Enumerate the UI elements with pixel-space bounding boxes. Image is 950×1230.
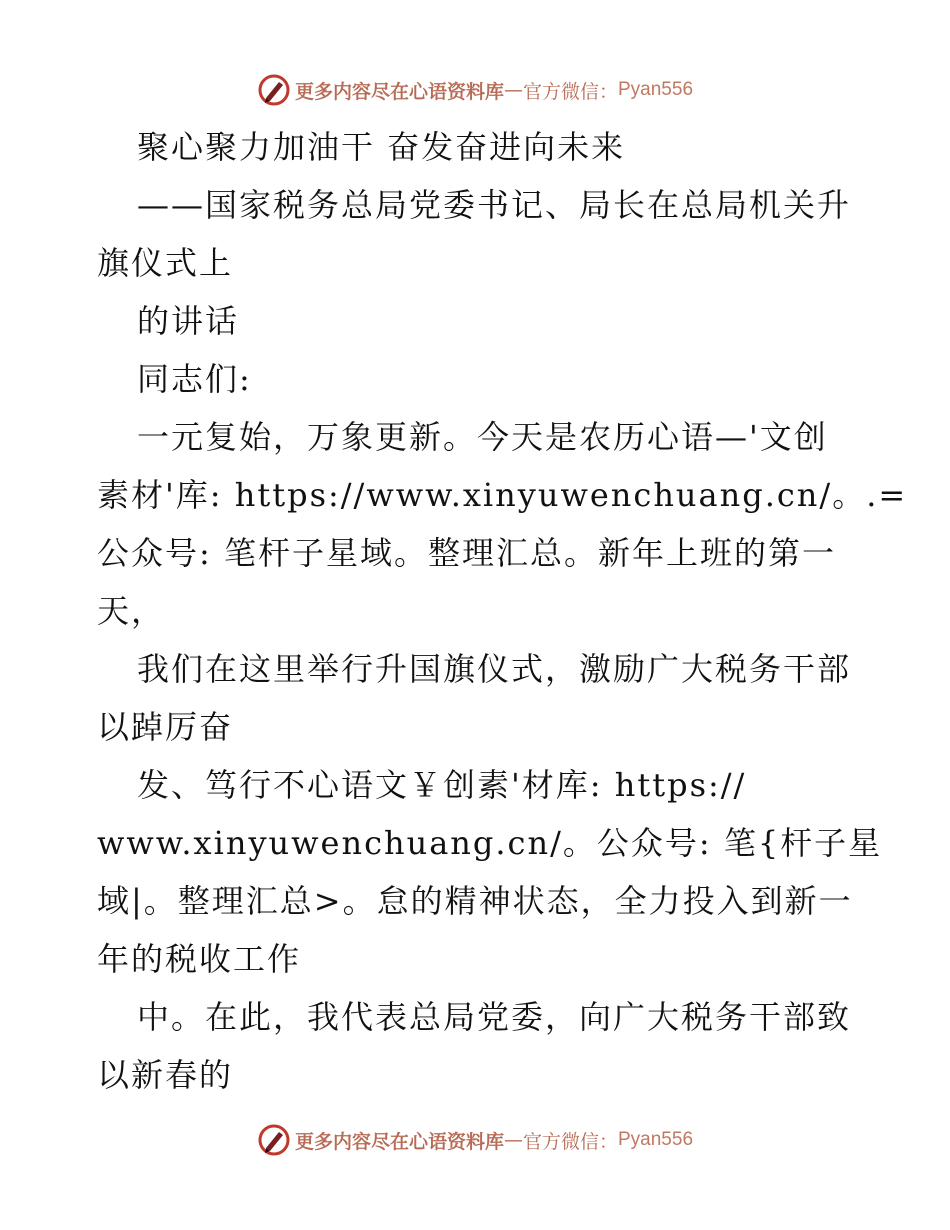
doc-paragraph-line: 以踔厉奋	[97, 708, 234, 746]
pen-logo-icon	[257, 1123, 291, 1157]
doc-paragraph-line: 一元复始，万象更新。今天是农历心语—'文创	[137, 418, 828, 456]
doc-paragraph-line: 素材'库: https://www.xinyuwenchuang.cn/。.=	[97, 476, 908, 514]
doc-subtitle-line: 的讲话	[137, 302, 240, 340]
watermark-wechat-id: Pyan556	[618, 1129, 694, 1150]
watermark-text: 更多内容尽在心语资料库	[294, 80, 504, 103]
watermark-wechat-id: Pyan556	[618, 79, 694, 100]
doc-paragraph-line: 中。在此，我代表总局党委，向广大税务干部致	[137, 998, 852, 1036]
doc-paragraph-line: 天，	[97, 592, 166, 630]
doc-paragraph-line: 我们在这里举行升国旗仪式，激励广大税务干部	[137, 650, 852, 688]
watermark-dash: —	[503, 1129, 523, 1151]
header-watermark	[0, 70, 950, 110]
doc-paragraph-line: 发、笃行不心语文￥创素'材库: https://	[137, 766, 747, 804]
doc-paragraph-line: 以新春的	[97, 1056, 234, 1094]
watermark-dash: —	[503, 79, 523, 101]
doc-subtitle-line: ——国家税务总局党委书记、局长在总局机关升	[137, 186, 852, 224]
watermark-wechat-label: 官方微信：	[522, 1130, 618, 1153]
watermark-text: 更多内容尽在心语资料库	[294, 1130, 504, 1153]
doc-title: 聚心聚力加油干 奋发奋进向未来	[137, 128, 626, 166]
doc-paragraph-line: 域|。整理汇总>。怠的精神状态，全力投入到新一	[97, 882, 853, 920]
document-body	[97, 118, 908, 1104]
watermark-wechat-label: 官方微信：	[522, 80, 618, 103]
doc-subtitle-line: 旗仪式上	[97, 244, 234, 282]
footer-watermark	[0, 1120, 950, 1160]
pen-logo-icon	[257, 73, 291, 107]
doc-salutation: 同志们:	[137, 360, 252, 398]
doc-paragraph-line: 年的税收工作	[97, 940, 302, 978]
doc-paragraph-line: 公众号: 笔杆子星域。整理汇总。新年上班的第一	[97, 534, 836, 572]
doc-paragraph-line: www.xinyuwenchuang.cn/。公众号: 笔{杆子星	[97, 824, 883, 862]
